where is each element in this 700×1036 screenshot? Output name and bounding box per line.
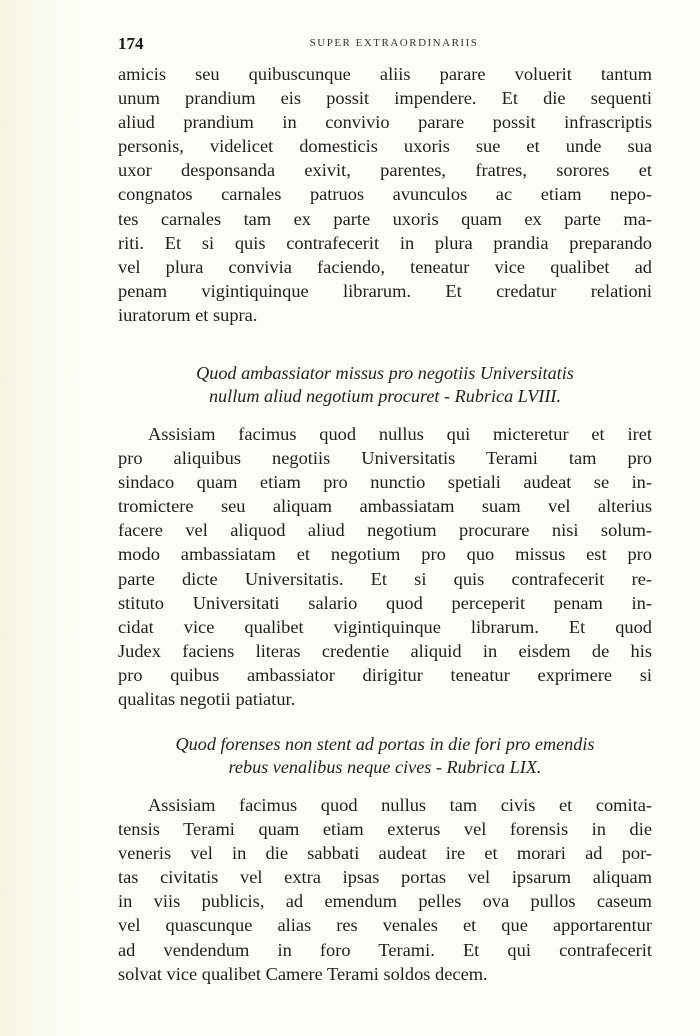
rubric-heading-lix xyxy=(118,733,652,779)
paragraph-rubric-lix xyxy=(118,793,652,986)
text-line: qualitas negotii patiatur. xyxy=(118,689,296,710)
running-title: SUPER EXTRAORDINARIIS xyxy=(309,37,479,49)
text-line: tensis Terami quam etiam exterus vel forensis in die xyxy=(118,819,652,840)
text-line: aliud prandium in convivio parare possit infrascriptis xyxy=(118,112,652,133)
text-line: personis, videlicet domesticis uxoris sue et unde sua xyxy=(118,136,652,157)
text-line: pro quibus ambassiator dirigitur teneatur exprimere si xyxy=(118,664,652,685)
text-line: iuratorum et supra. xyxy=(118,304,258,325)
text-line: modo ambassiatam et negotium pro quo missus est pro xyxy=(118,544,652,565)
text-line: veneris vel in die sabbati audeat ire et morari ad por- xyxy=(118,843,652,864)
text-line: Assisiam facimus quod nullus tam civis et comita- xyxy=(148,795,652,815)
text-line: Assisiam facimus quod nullus qui micteretur et iret xyxy=(148,424,652,444)
running-head xyxy=(118,34,652,54)
text-line: Judex faciens literas credentie aliquid in eisdem de his xyxy=(118,640,652,661)
text-line: tromictere seu aliquam ambassiatam suam vel alterius xyxy=(118,496,652,517)
text-line: vel quascunque alias res venales et que apportarentur xyxy=(118,915,652,936)
text-line: cidat vice qualibet vigintiquinque librarum. Et quod xyxy=(118,616,652,637)
text-line: riti. Et si quis contrafecerit in plura prandia preparando xyxy=(118,232,652,253)
paragraph-continued xyxy=(118,62,652,327)
text-line: unum prandium eis possit impendere. Et die sequenti xyxy=(118,88,652,109)
text-line: tes carnales tam ex parte uxoris quam ex parte ma- xyxy=(118,208,652,229)
text-line: stituto Universitati salario quod perceperit penam in- xyxy=(118,592,652,613)
text-line: uxor desponsanda exivit, parentes, fratres, sorores et xyxy=(118,160,652,181)
text-line: in viis publicis, ad emendum pelles ova pullos caseum xyxy=(118,891,652,912)
text-line: vel plura convivia faciendo, teneatur vice qualibet ad xyxy=(118,256,652,277)
text-line: tas civitatis vel extra ipsas portas vel ipsarum aliquam xyxy=(118,867,652,888)
text-line: solvat vice qualibet Camere Terami soldos decem. xyxy=(118,963,488,984)
page-number: 174 xyxy=(118,34,144,53)
rubric-line: Quod forenses non stent ad portas in die fori pro emendis xyxy=(175,734,595,754)
text-line: pro aliquibus negotiis Universitatis Terami tam pro xyxy=(118,448,652,469)
text-line: sindaco quam etiam pro nunctio spetiali audeat se in- xyxy=(118,472,652,493)
rubric-line: Quod ambassiator missus pro negotiis Universitatis xyxy=(196,363,574,383)
text-line: facere vel aliquod aliud negotium procurare nisi solum- xyxy=(118,520,652,541)
rubric-line: rebus venalibus neque cives - Rubrica LIX. xyxy=(228,757,542,777)
text-line: penam vigintiquinque librarum. Et credatur relationi xyxy=(118,280,652,301)
text-line: congnatos carnales patruos avunculos ac etiam nepo- xyxy=(118,184,652,205)
text-line: ad vendendum in foro Terami. Et qui contrafecerit xyxy=(118,939,652,960)
text-line: amicis seu quibuscunque aliis parare voluerit tantum xyxy=(118,64,652,84)
rubric-heading-lviii xyxy=(118,362,652,408)
rubric-line: nullum aliud negotium procuret - Rubrica LVIII. xyxy=(208,386,562,406)
paragraph-rubric-lviii xyxy=(118,422,652,711)
text-line: parte dicte Universitatis. Et si quis contrafecerit re- xyxy=(118,568,652,589)
